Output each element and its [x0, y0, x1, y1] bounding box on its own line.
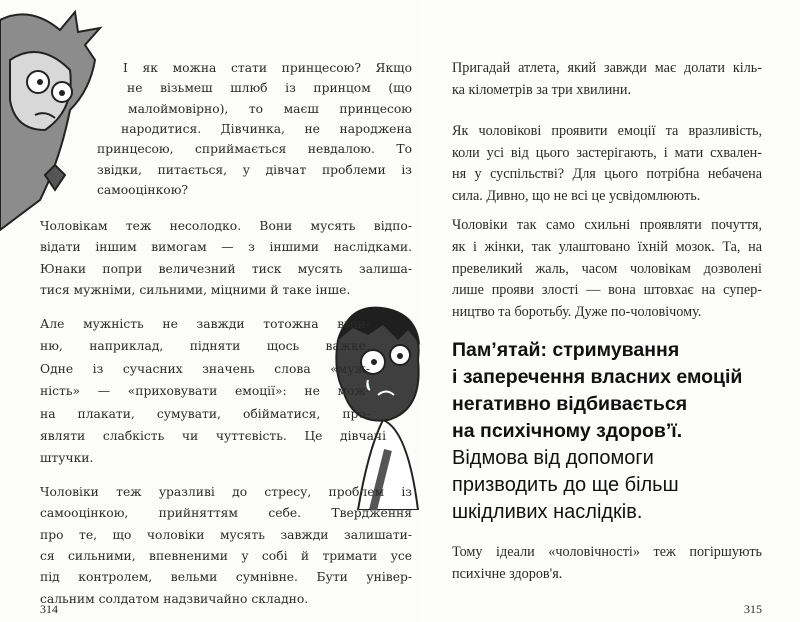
text-line: Чоловікам теж несолодко. Вони мусять відпо- — [40, 219, 412, 233]
text-line: малоймовірно), то маєш принцесою — [128, 101, 412, 116]
text-line: Відмова від допомоги — [452, 447, 654, 469]
text-line: психічне здоров'я. — [452, 566, 563, 582]
text-line: І як можна стати принцесою? Якщо — [123, 61, 412, 75]
text-line: негативно відбивається — [452, 393, 688, 415]
text-line: шкідливих наслідків. — [452, 501, 643, 523]
text-line: і заперечення власних емоцій — [452, 366, 743, 388]
text-line: Юнаки попри величезний тиск мусять залиша- — [40, 261, 412, 276]
text-line: Чоловіки теж уразливі до стресу, проблем із — [40, 485, 412, 499]
page-number: 315 — [744, 602, 762, 616]
text-line: ність» — «приховувати емоції»: не мож- — [40, 384, 370, 399]
text-line: Чоловіки так само схильні проявляти почуття, — [452, 217, 762, 233]
text-line: не візьмеш шлюб із принцом (що — [127, 81, 412, 96]
princess-illustration — [0, 0, 110, 240]
text-line: на психічному здоров’ї. — [452, 420, 683, 442]
text-line: на плакати, сумувати, обійматися, про- — [40, 406, 370, 421]
text-line: Пригадай атлета, який завжди має долати кіль- — [452, 60, 762, 76]
text-line: про те, що чоловіки мусять завжди залишати- — [40, 527, 412, 542]
page-number: 314 — [40, 602, 58, 616]
text-line: принцесою, сприймається невдалою. То — [97, 142, 412, 157]
text-line: відати іншим вимогам — з іншими наслідками. — [40, 240, 412, 255]
text-line: ка кілометрів за три хвилини. — [452, 82, 632, 98]
text-line: являти слабкість чи чуттєвість. Це дівчачі — [40, 429, 386, 443]
text-line: самооцінкою? — [97, 182, 189, 197]
text-line: звідки, питається, у дівчат проблеми із — [97, 162, 412, 177]
text-line: ню, наприклад, підняти щось важке. — [40, 339, 370, 354]
text-line: тися мужніми, сильними, міцними й таке інше. — [40, 282, 351, 297]
text-line: народитися. Дівчинка, не народжена — [121, 121, 412, 136]
text-line: як і жінки, так улаштовано їхній мозок. Та, на — [452, 238, 762, 255]
text-line: сальним солдатом надзвичайно складно. — [40, 591, 309, 606]
text-line: превеликий жаль, часом чоловікам дозволені — [452, 260, 762, 277]
right-page — [420, 0, 800, 622]
text-line: Пам’ятай: стримування — [452, 339, 680, 361]
text-line: ся сильними, впевненими у собі й тримати усе — [40, 548, 412, 563]
text-line: призводить до ще більш — [452, 474, 679, 496]
text-line: коли усі від цього застерігають, і мати схвален- — [452, 144, 762, 161]
text-line: Одне із сучасних значень слова «муж- — [40, 361, 370, 376]
text-line: під контролем, вельми сумнівне. Бути універ- — [40, 570, 412, 585]
text-line: Як чоловікові проявити емоції та вразливість, — [452, 123, 762, 139]
text-line: Тому ідеали «чоловічності» теж погіршують — [452, 544, 762, 560]
text-line: штучки. — [40, 451, 94, 466]
text-line: ництво та боротьбу. Дуже по-чоловічому. — [452, 304, 702, 321]
text-line: лише прояви злості — вона штовхає на супер- — [452, 282, 762, 299]
text-line: Але мужність не завжди тотожна вмін- — [40, 317, 370, 331]
text-line: сила. Дивно, що не всі це усвідомлюють. — [452, 187, 701, 204]
text-line: самооцінкою, прийняттям себе. Твердження — [40, 506, 412, 521]
text-line: ня у суспільстві? Для цього потрібна небачена — [452, 166, 762, 182]
